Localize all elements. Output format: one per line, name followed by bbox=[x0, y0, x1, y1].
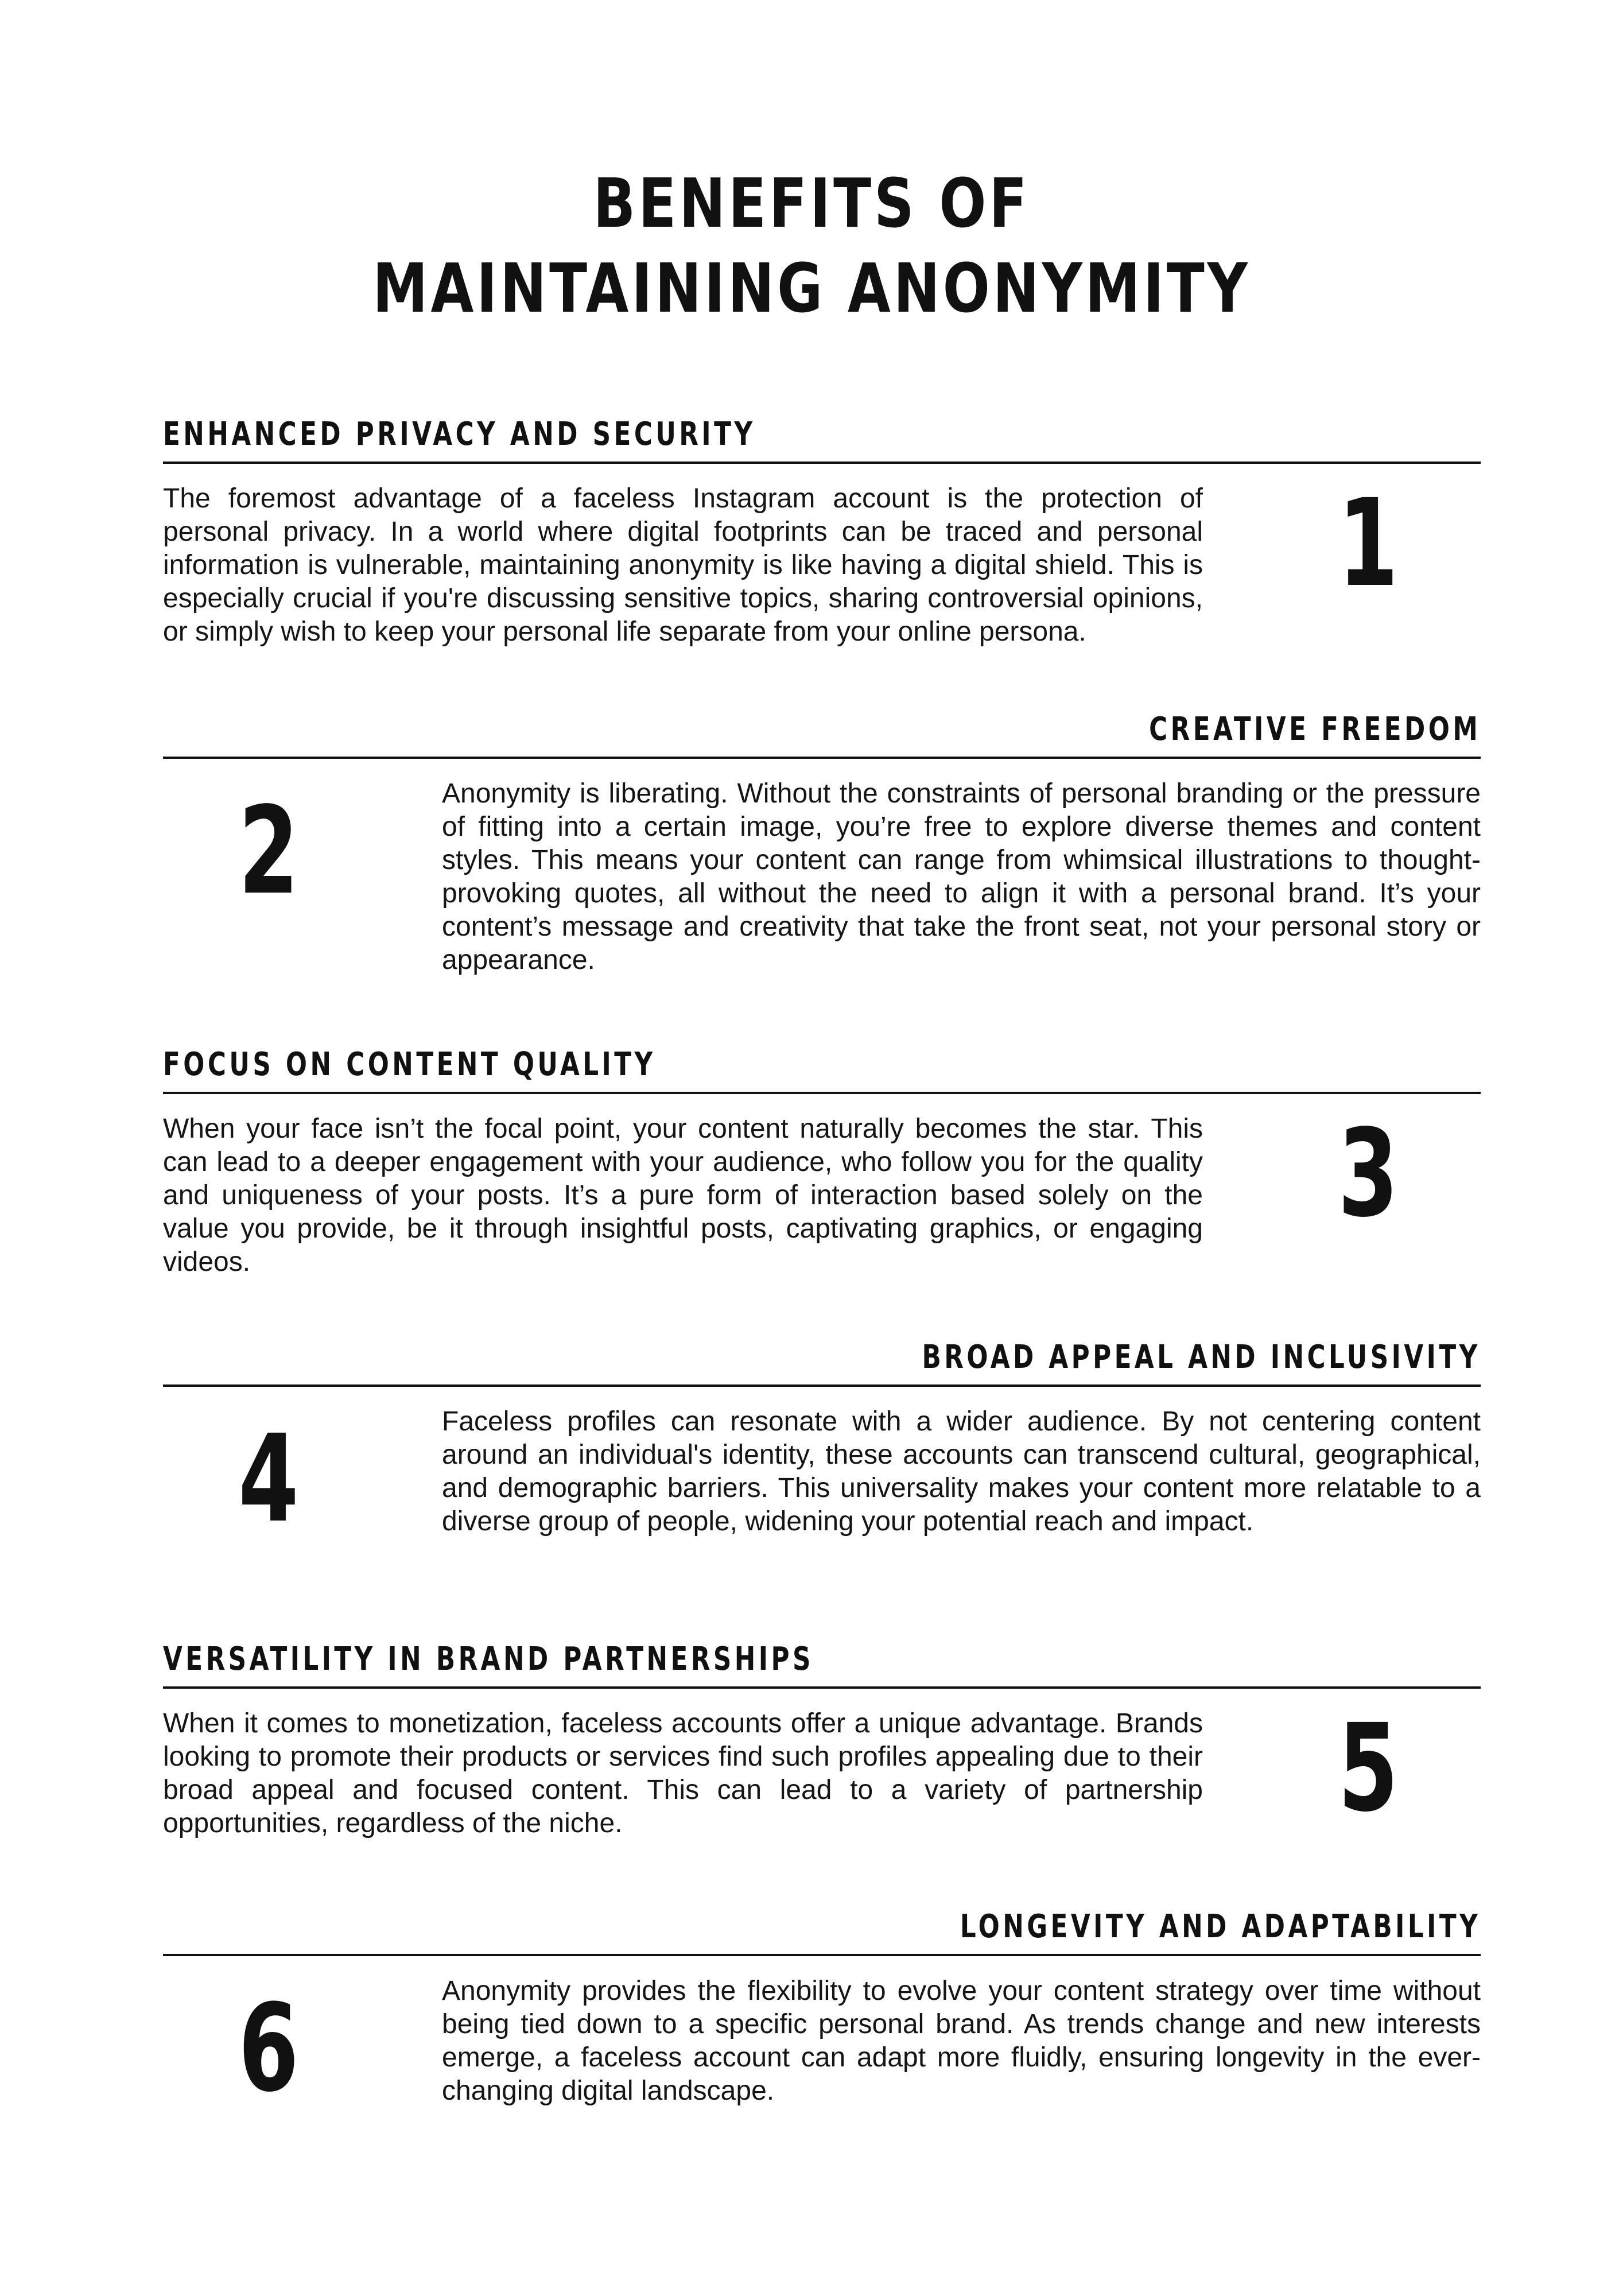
section-body: When your face isn’t the focal point, your content naturally becomes the star. This can lead to a deeper engagement with your audience, who follow you for the quality and uniqueness of your posts. It’s a pure form of interaction based solely on the value you provide, be it through insightful posts, captivating graphics, or engaging videos. bbox=[163, 1114, 1203, 1277]
section-brand-partnerships bbox=[163, 1639, 1481, 1857]
section-body: Anonymity is liberating. Without the constraints of personal branding or the pressure of fitting into a certain image, you’re free to explore diverse themes and content styles. This means your content can range from whimsical illustrations to thought-provoking quotes, all without the need to align it with a personal brand. It’s your content’s message and creativity that take the front seat, not your personal story or appearance. bbox=[442, 778, 1481, 975]
section-divider bbox=[163, 1092, 1481, 1094]
section-divider bbox=[163, 1686, 1481, 1689]
section-number: 4 bbox=[238, 1409, 299, 1549]
section-number: 3 bbox=[1338, 1103, 1399, 1244]
section-body: The foremost advantage of a faceless Instagram account is the protection of personal privacy. In a world where digital footprints can be traced and personal information is vulnerable, maintaining anonymity is like having a digital shield. This is especially crucial if you're discussing sensitive topics, sharing controversial opinions, or simply wish to keep your personal life separate from your online persona. bbox=[163, 483, 1203, 647]
section-enhanced-privacy bbox=[163, 414, 1481, 690]
section-body: Anonymity provides the flexibility to evolve your content strategy over time without being tied down to a specific personal brand. As trends change and new interests emerge, a faceless account can adapt more fluidly, ensuring longevity in the ever-changing digital landscape. bbox=[442, 1976, 1481, 2106]
page-title bbox=[146, 161, 1477, 331]
page-title-line-1: BENEFITS OF bbox=[593, 164, 1030, 243]
section-heading: ENHANCED PRIVACY AND SECURITY bbox=[163, 416, 756, 453]
section-divider bbox=[163, 1384, 1481, 1387]
page-title-line-2: MAINTAINING ANONYMITY bbox=[372, 249, 1251, 328]
section-number: 2 bbox=[238, 781, 299, 921]
section-number: 5 bbox=[1338, 1698, 1399, 1839]
section-heading: LONGEVITY AND ADAPTABILITY bbox=[960, 1908, 1481, 1945]
section-heading: CREATIVE FREEDOM bbox=[1148, 711, 1481, 748]
section-broad-appeal bbox=[163, 1337, 1481, 1578]
section-heading: VERSATILITY IN BRAND PARTNERSHIPS bbox=[163, 1640, 814, 1678]
section-heading: BROAD APPEAL AND INCLUSIVITY bbox=[922, 1339, 1481, 1376]
section-divider bbox=[163, 461, 1481, 464]
section-body: Faceless profiles can resonate with a wider audience. By not centering content around an individual's identity, these accounts can transcend cultural, geographical, and demographic barriers. This universality makes your content more relatable to a diverse group of people, widening your potential reach and impact. bbox=[442, 1406, 1481, 1537]
section-longevity bbox=[163, 1907, 1481, 2148]
section-number: 1 bbox=[1338, 473, 1399, 614]
section-number: 6 bbox=[238, 1978, 299, 2119]
section-heading: FOCUS ON CONTENT QUALITY bbox=[163, 1046, 656, 1083]
section-creative-freedom bbox=[163, 709, 1481, 985]
section-divider bbox=[163, 757, 1481, 759]
section-content-quality bbox=[163, 1045, 1481, 1286]
section-divider bbox=[163, 1954, 1481, 1956]
section-body: When it comes to monetization, faceless accounts offer a unique advantage. Brands looking to promote their products or services find such profiles appealing due to their broad appeal and focused content. This can lead to a variety of partnership opportunities, regardless of the niche. bbox=[163, 1708, 1203, 1839]
